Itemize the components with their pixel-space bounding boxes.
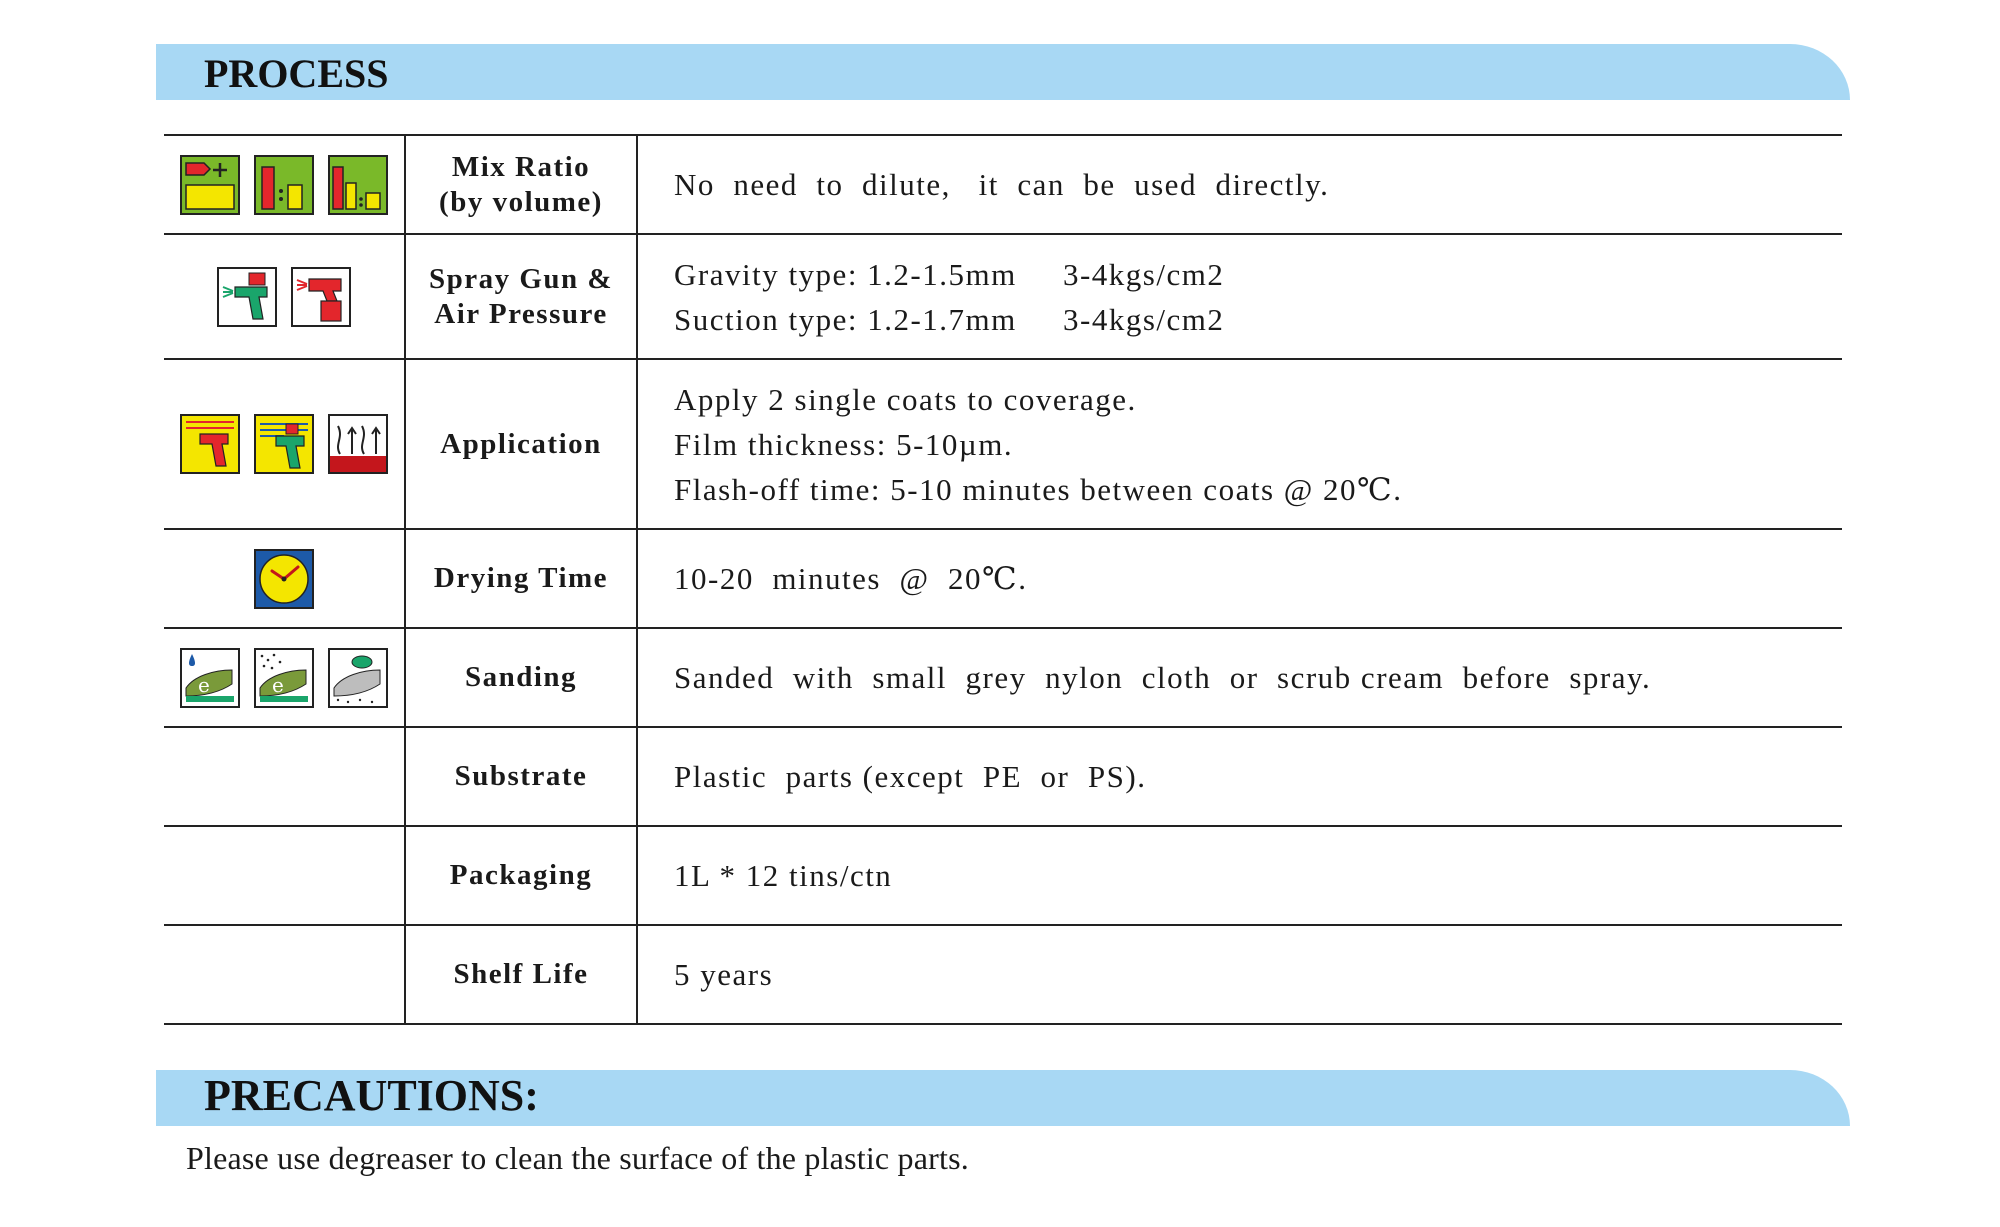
row-label-application: Application	[405, 359, 637, 529]
scrub-sanding-icon	[328, 648, 388, 708]
mix-ratio-2-1-1-icon	[328, 155, 388, 215]
row-value-packaging: 1L * 12 tins/ctn	[637, 826, 1842, 925]
precautions-text: Please use degreaser to clean the surface of the plastic parts.	[186, 1140, 969, 1176]
precautions-header-banner	[156, 1070, 1850, 1126]
spray-gun-icons	[164, 234, 405, 359]
flash-off-icon	[328, 414, 388, 474]
packaging-icons	[164, 826, 405, 925]
spray-gun-coat-icon	[254, 414, 314, 474]
dry-sanding-icon	[254, 648, 314, 708]
table-row-substrate	[164, 727, 1842, 826]
process-header-banner	[156, 44, 1850, 100]
table-row-spray-gun	[164, 234, 1842, 359]
table-row-shelf-life	[164, 925, 1842, 1024]
row-label-drying-time: Drying Time	[405, 529, 637, 628]
spray-coat-icon	[180, 414, 240, 474]
row-value-spray-gun: Gravity type: 1.2-1.5mm 3-4kgs/cm2 Suction type: 1.2-1.7mm 3-4kgs/cm2	[637, 234, 1842, 359]
svg-text:e: e	[272, 672, 284, 697]
mix-container-icon	[180, 155, 240, 215]
table-row-application	[164, 359, 1842, 529]
row-label-shelf-life: Shelf Life	[405, 925, 637, 1024]
precautions-header: PRECAUTIONS:	[204, 1071, 539, 1120]
row-label-spray-gun: Spray Gun & Air Pressure	[405, 234, 637, 359]
application-icons	[164, 359, 405, 529]
row-value-application: Apply 2 single coats to coverage. Film thickness: 5-10µm. Flash-off time: 5-10 minutes between coats @ 20℃.	[637, 359, 1842, 529]
row-value-substrate: Plastic parts (except PE or PS).	[637, 727, 1842, 826]
table-row-sanding	[164, 628, 1842, 727]
substrate-icons	[164, 727, 405, 826]
suction-spray-gun-icon	[291, 267, 351, 327]
row-label-substrate: Substrate	[405, 727, 637, 826]
row-value-mix-ratio: No need to dilute, it can be used directly.	[637, 135, 1842, 234]
mix-ratio-icons	[164, 135, 405, 234]
svg-text:e: e	[198, 672, 210, 697]
clock-icon	[254, 549, 314, 609]
row-value-drying-time: 10-20 minutes @ 20℃.	[637, 529, 1842, 628]
table-row-packaging	[164, 826, 1842, 925]
shelf-life-icons	[164, 925, 405, 1024]
gravity-spray-gun-icon	[217, 267, 277, 327]
row-label-sanding: Sanding	[405, 628, 637, 727]
process-header: PROCESS	[204, 51, 389, 96]
row-value-shelf-life: 5 years	[637, 925, 1842, 1024]
process-table	[164, 134, 1842, 1025]
row-value-sanding: Sanded with small grey nylon cloth or scrub cream before spray.	[637, 628, 1842, 727]
sanding-icons	[164, 628, 405, 727]
table-row-mix-ratio	[164, 135, 1842, 234]
mix-ratio-2-1-icon	[254, 155, 314, 215]
row-label-packaging: Packaging	[405, 826, 637, 925]
table-row-drying-time	[164, 529, 1842, 628]
wet-sanding-icon	[180, 648, 240, 708]
row-label-mix-ratio: Mix Ratio (by volume)	[405, 135, 637, 234]
drying-time-icons	[164, 529, 405, 628]
